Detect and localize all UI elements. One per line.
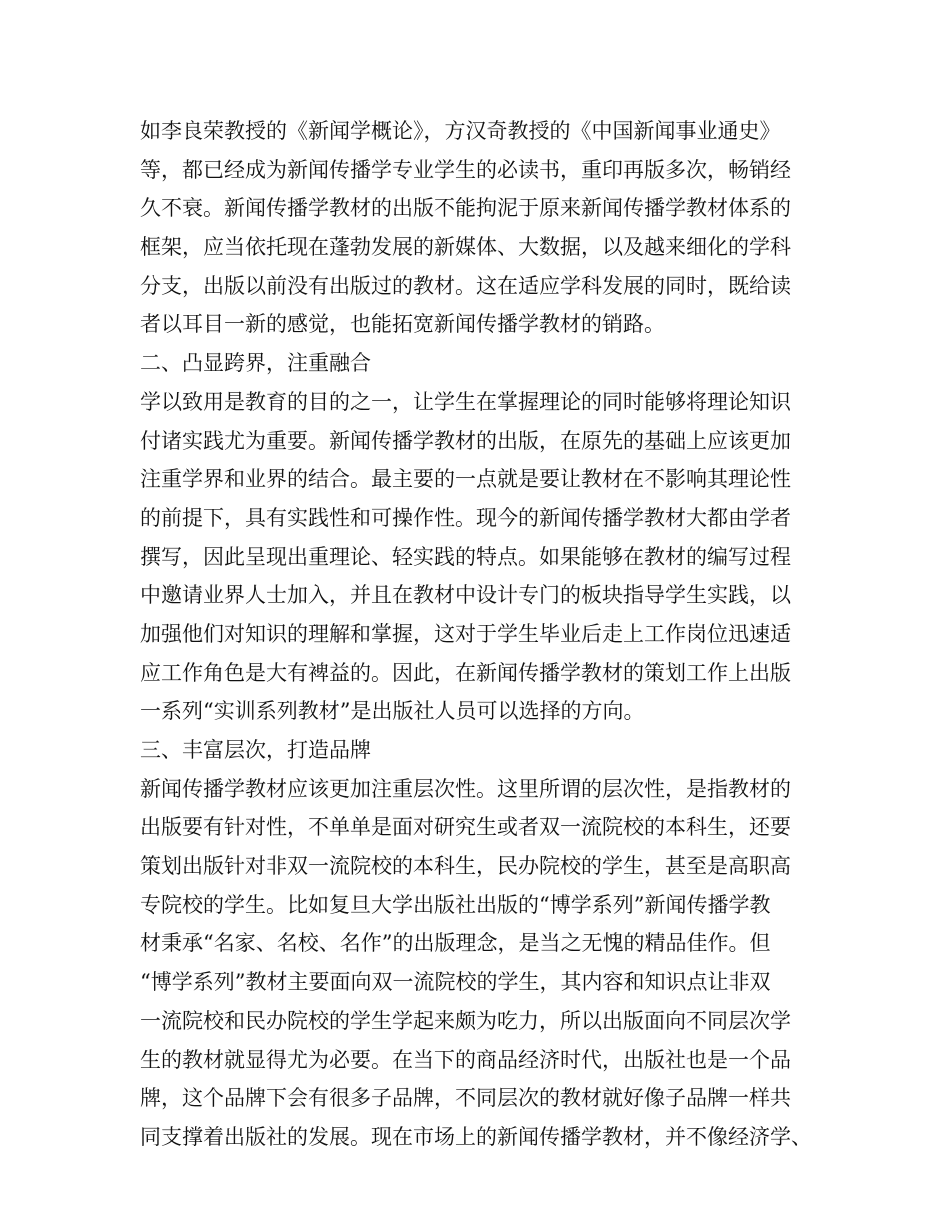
body-line: 出版要有针对性，不单单是面对研究生或者双一流院校的本科生，还要 xyxy=(140,815,791,840)
section-heading-3: 三、丰富层次，打造品牌 xyxy=(140,738,371,762)
body-line: 者以耳目一新的感觉，也能拓宽新闻传播学教材的销路。 xyxy=(140,312,665,337)
body-line: 同支撑着出版社的发展。现在市场上的新闻传播学教材，并不像经济学、 xyxy=(140,1124,812,1149)
body-line: 久不衰。新闻传播学教材的出版不能拘泥于原来新闻传播学教材体系的 xyxy=(140,196,791,221)
body-line: 的前提下，具有实践性和可操作性。现今的新闻传播学教材大都由学者 xyxy=(140,505,791,530)
body-line: 应工作角色是大有裨益的。因此，在新闻传播学教材的策划工作上出版 xyxy=(140,660,791,685)
body-line: 策划出版针对非双一流院校的本科生，民办院校的学生，甚至是高职高 xyxy=(140,854,791,879)
body-line: 一流院校和民办院校的学生学起来颇为吃力，所以出版面向不同层次学 xyxy=(140,1008,791,1033)
body-line: 框架，应当依托现在蓬勃发展的新媒体、大数据，以及越来细化的学科 xyxy=(140,235,791,260)
body-line: 生的教材就显得尤为必要。在当下的商品经济时代，出版社也是一个品 xyxy=(140,1047,791,1072)
body-line: 一系列“实训系列教材”是出版社人员可以选择的方向。 xyxy=(140,699,645,724)
body-line: 新闻传播学教材应该更加注重层次性。这里所谓的层次性，是指教材的 xyxy=(140,776,791,801)
body-line: 等，都已经成为新闻传播学专业学生的必读书，重印再版多次，畅销经 xyxy=(140,157,791,182)
body-line: 学以致用是教育的目的之一，让学生在掌握理论的同时能够将理论知识 xyxy=(140,389,791,414)
body-line: 分支，出版以前没有出版过的教材。这在适应学科发展的同时，既给读 xyxy=(140,273,791,298)
section-heading-2: 二、凸显跨界，注重融合 xyxy=(140,351,371,376)
body-line: 牌，这个品牌下会有很多子品牌，不同层次的教材就好像子品牌一样共 xyxy=(140,1086,791,1111)
body-line: “博学系列”教材主要面向双一流院校的学生，其内容和知识点让非双 xyxy=(140,970,771,995)
body-line: 专院校的学生。比如复旦大学出版社出版的“博学系列”新闻传播学教 xyxy=(140,892,771,917)
body-line: 材秉承“名家、名校、名作”的出版理念，是当之无愧的精品佳作。但 xyxy=(140,931,771,956)
body-line: 加强他们对知识的理解和掌握，这对于学生毕业后走上工作岗位迅速适 xyxy=(140,621,791,646)
body-line: 中邀请业界人士加入，并且在教材中设计专门的板块指导学生实践，以 xyxy=(140,583,791,608)
document-body xyxy=(140,112,830,1157)
body-line: 如李良荣教授的《新闻学概论》，方汉奇教授的《中国新闻事业通史》 xyxy=(140,119,781,143)
body-line: 注重学界和业界的结合。最主要的一点就是要让教材在不影响其理论性 xyxy=(140,467,791,492)
body-line: 撰写，因此呈现出重理论、轻实践的特点。如果能够在教材的编写过程 xyxy=(140,544,791,569)
body-line: 付诸实践尤为重要。新闻传播学教材的出版，在原先的基础上应该更加 xyxy=(140,428,791,453)
